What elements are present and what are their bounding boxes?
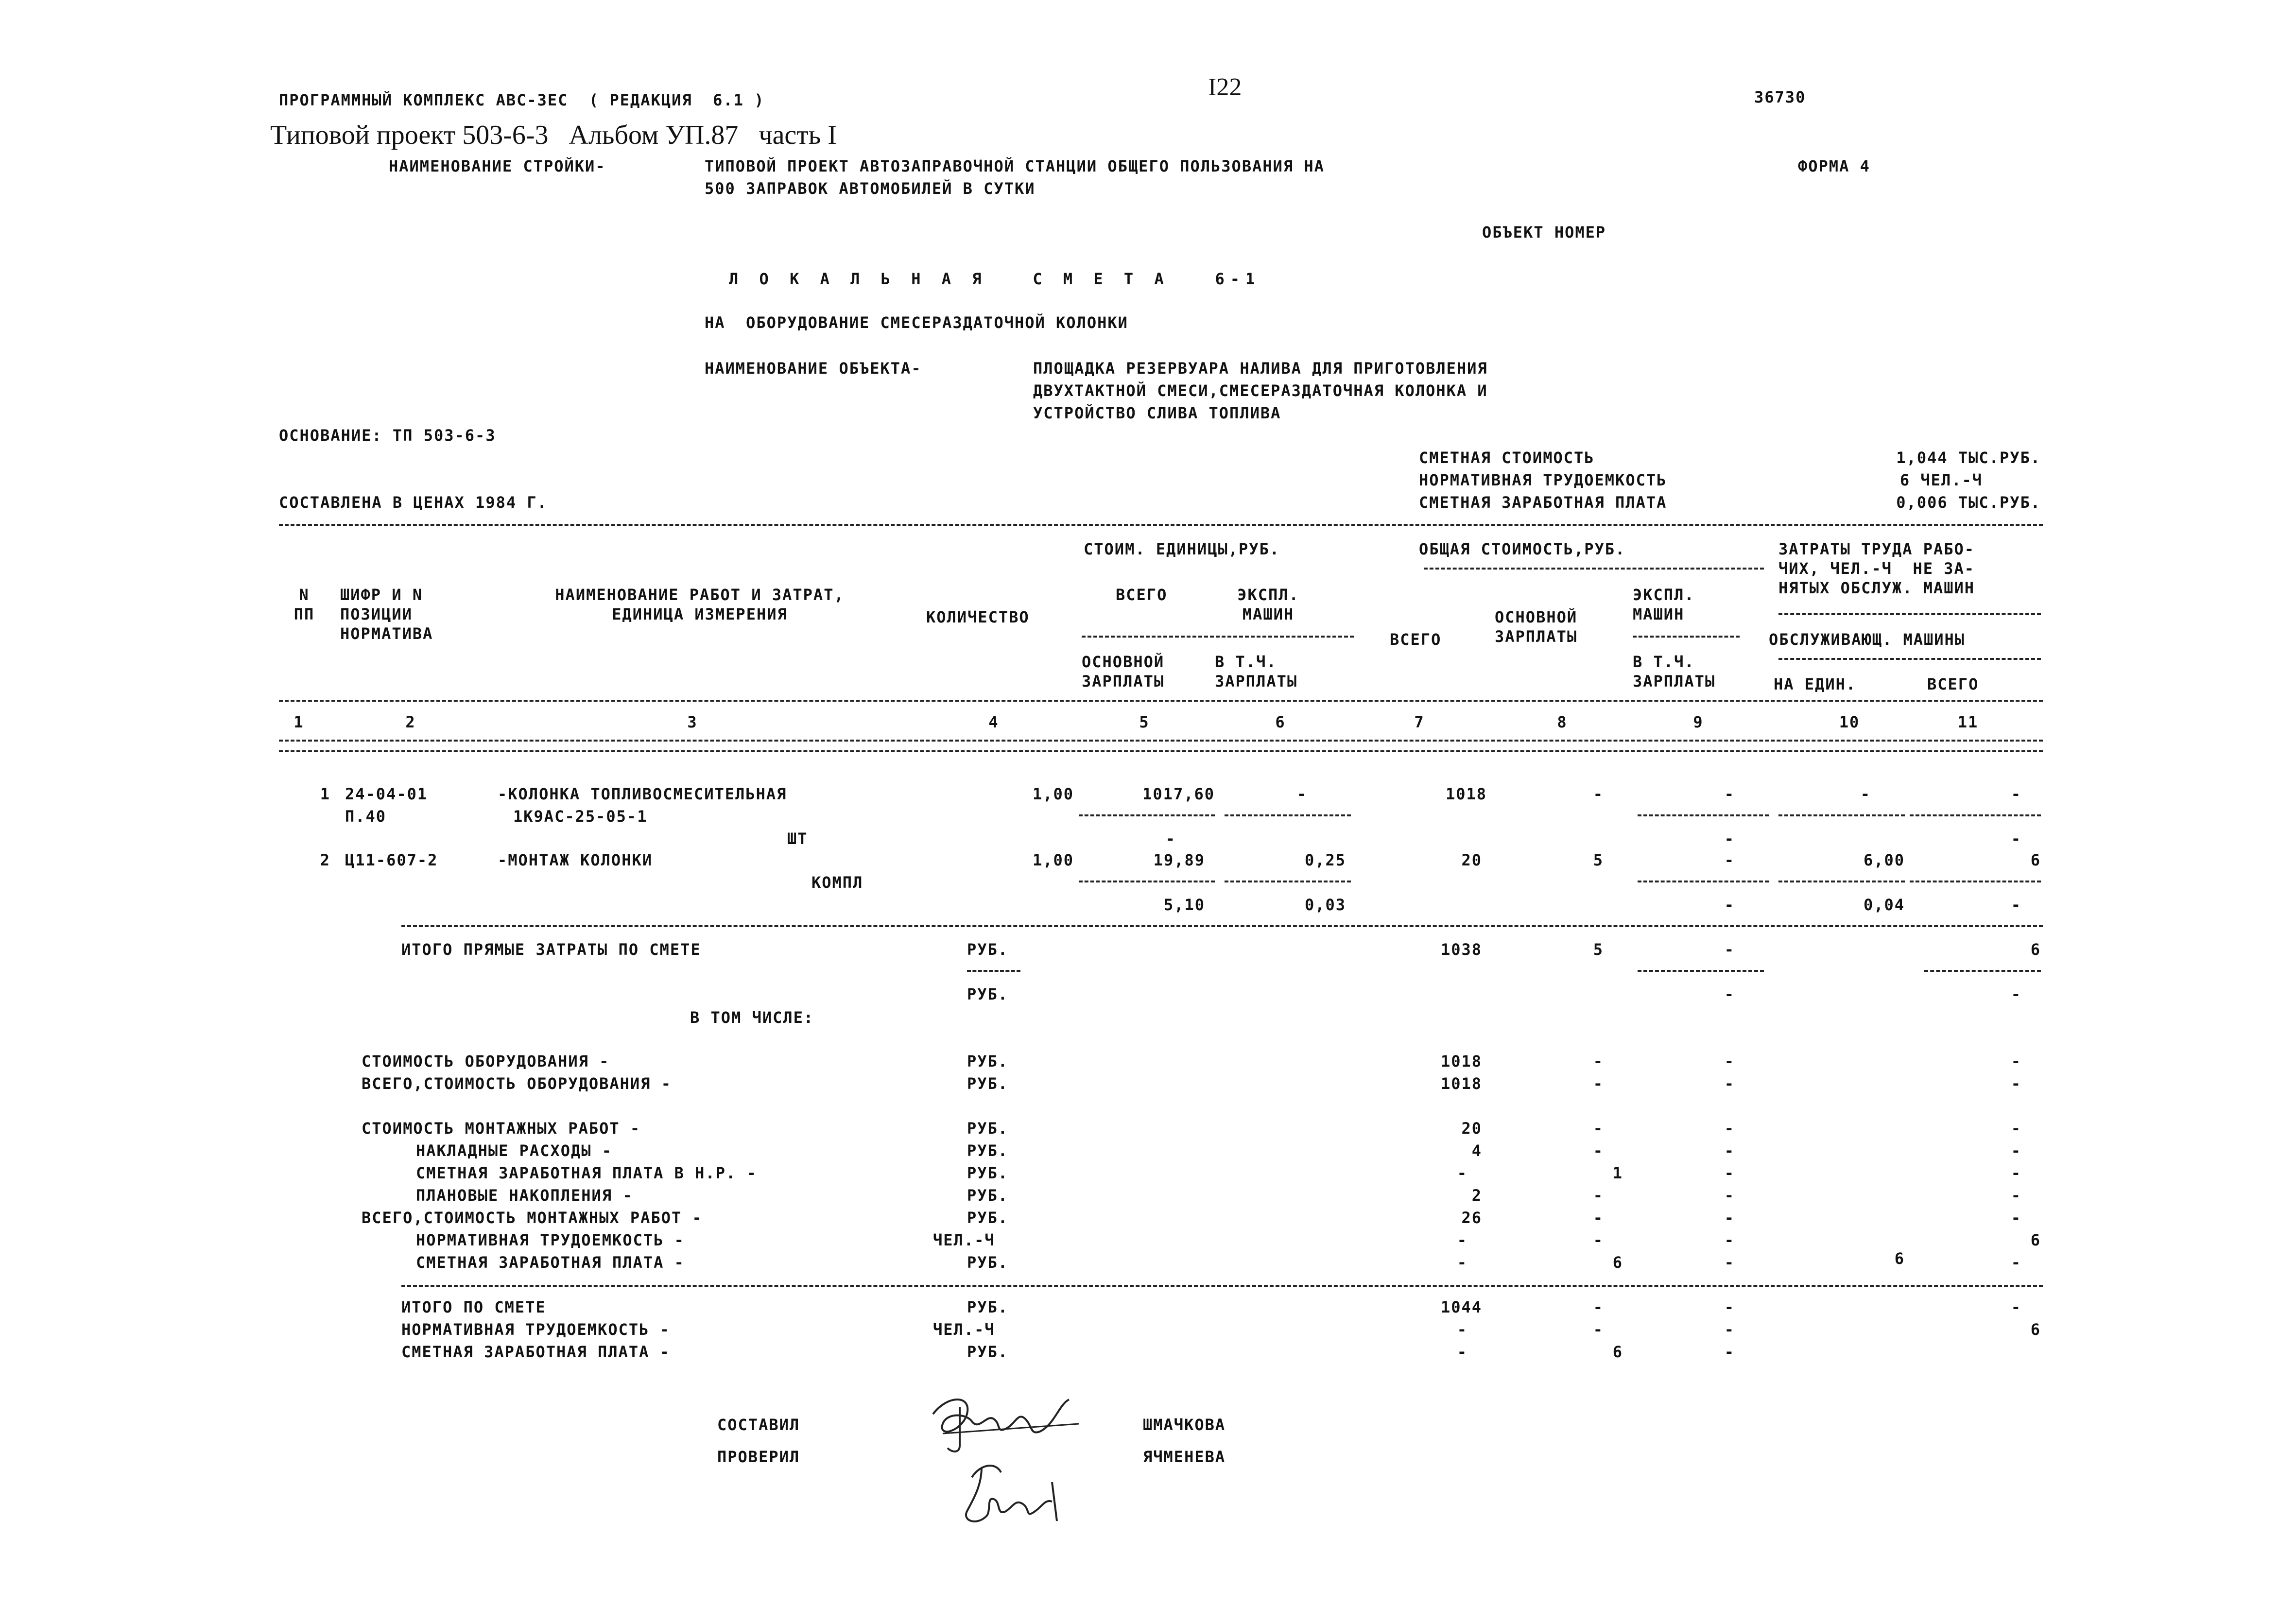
direct-costs-base-wage: 5 xyxy=(1593,940,1604,959)
breakdown-unit: РУБ. xyxy=(967,1052,1009,1071)
breakdown-labor: - xyxy=(2011,1141,2021,1160)
row-labor-unit: - xyxy=(1860,785,1871,803)
row-labor-total-secondary: - xyxy=(2011,829,2021,848)
breakdown-bottom-rule xyxy=(401,1285,2043,1287)
row-quantity: 1,00 xyxy=(1032,851,1074,869)
breakdown-base-wage: - xyxy=(1593,1141,1604,1160)
breakdown-label: СМЕТНАЯ ЗАРАБОТНАЯ ПЛАТА - xyxy=(416,1253,685,1272)
cell-rule xyxy=(1079,814,1215,816)
header-unit-cost: СТОИМ. ЕДИНИЦЫ,РУБ. xyxy=(1084,540,1280,558)
totals-machines: - xyxy=(1724,1298,1735,1316)
column-number: 4 xyxy=(988,713,999,731)
breakdown-total: 1018 xyxy=(1440,1052,1482,1071)
column-number: 2 xyxy=(405,713,416,731)
direct-costs-machines-wage: - xyxy=(1724,985,1735,1003)
breakdown-machines: - xyxy=(1724,1052,1735,1071)
breakdown-total: 4 xyxy=(1471,1141,1482,1160)
row-name: -КОЛОНКА ТОПЛИВОСМЕСИТЕЛЬНАЯ xyxy=(498,785,787,803)
column-numbers-rule xyxy=(279,740,2043,742)
totals-labor: 6 xyxy=(2030,1320,2041,1339)
breakdown-base-wage: 6 xyxy=(1612,1253,1623,1272)
summary-value-labor: 6 ЧЕЛ.-Ч xyxy=(1899,471,1983,489)
row-unit-total: 19,89 xyxy=(1153,851,1205,869)
checked-by-label: ПРОВЕРИЛ xyxy=(717,1448,800,1466)
header-labor-total: ВСЕГО xyxy=(1927,675,1979,693)
cell-rule xyxy=(1910,881,2041,882)
breakdown-labor: - xyxy=(2011,1052,2021,1071)
cell-rule xyxy=(1638,970,1764,972)
row-unit-machines: 0,25 xyxy=(1304,851,1346,869)
header-quantity: КОЛИЧЕСТВО xyxy=(926,608,1030,626)
header-unit-base-wage: ОСНОВНОЙ ЗАРПЛАТЫ xyxy=(1082,653,1165,691)
composed-by-label: СОСТАВИЛ xyxy=(717,1416,800,1434)
breakdown-machines: - xyxy=(1724,1119,1735,1138)
direct-costs-total: 1038 xyxy=(1440,940,1482,959)
breakdown-label: СТОИМОСТЬ МОНТАЖНЫХ РАБОТ - xyxy=(362,1119,641,1138)
rows-bottom-rule xyxy=(401,925,2043,927)
row-unit-base-wage: 5,10 xyxy=(1163,896,1205,914)
breakdown-unit: РУБ. xyxy=(967,1186,1009,1205)
object-number: ОБЪЕКТ НОМЕР xyxy=(1482,223,1606,242)
object-label: НАИМЕНОВАНИЕ ОБЪЕКТА- xyxy=(705,359,922,378)
row-machines: - xyxy=(1724,851,1735,869)
breakdown-machines: - xyxy=(1724,1074,1735,1093)
document-subtitle: НА ОБОРУДОВАНИЕ СМЕСЕРАЗДАТОЧНОЙ КОЛОНКИ xyxy=(705,313,1128,332)
totals-label: СМЕТНАЯ ЗАРАБОТНАЯ ПЛАТА - xyxy=(401,1343,670,1361)
direct-costs-machines: - xyxy=(1724,940,1735,959)
breakdown-label: НОРМАТИВНАЯ ТРУДОЕМКОСТЬ - xyxy=(416,1231,685,1249)
cell-rule xyxy=(1924,970,2041,972)
row-name: -МОНТАЖ КОЛОНКИ xyxy=(498,851,653,869)
breakdown-total: 20 xyxy=(1461,1119,1482,1138)
header-inner-rule xyxy=(1424,568,1764,570)
header-inner-rule xyxy=(1633,636,1740,638)
column-numbers-rule xyxy=(279,750,2043,752)
breakdown-total: 2 xyxy=(1471,1186,1482,1205)
row-unit-machines: - xyxy=(1296,785,1307,803)
header-unit-total: ВСЕГО xyxy=(1116,586,1168,604)
table-top-rule xyxy=(279,524,2043,526)
column-number: 9 xyxy=(1693,713,1704,731)
column-number: 3 xyxy=(687,713,698,731)
breakdown-base-wage: - xyxy=(1593,1209,1604,1227)
breakdown-base-wage: - xyxy=(1593,1186,1604,1205)
page-number: I22 xyxy=(1208,73,1242,101)
breakdown-unit: РУБ. xyxy=(967,1253,1009,1272)
column-number: 11 xyxy=(1957,713,1979,731)
breakdown-machines: - xyxy=(1724,1231,1735,1249)
header-total-incl-wage: В Т.Ч. ЗАРПЛАТЫ xyxy=(1633,653,1716,691)
header-labor-unit: НА ЕДИН. xyxy=(1774,675,1857,693)
row-labor-total: 6 xyxy=(2030,851,2041,869)
row-labor-unit-secondary: 0,04 xyxy=(1863,896,1905,914)
totals-unit: РУБ. xyxy=(967,1343,1009,1361)
breakdown-total: 26 xyxy=(1461,1209,1482,1227)
totals-labor: - xyxy=(2011,1298,2021,1316)
breakdown-base-wage: 1 xyxy=(1612,1164,1623,1182)
breakdown-unit: РУБ. xyxy=(967,1074,1009,1093)
totals-total: 1044 xyxy=(1440,1298,1482,1316)
signature-checker-image xyxy=(952,1458,1074,1531)
totals-machines: - xyxy=(1724,1320,1735,1339)
row-base-wage: - xyxy=(1593,785,1604,803)
breakdown-label: СТОИМОСТЬ ОБОРУДОВАНИЯ - xyxy=(362,1052,610,1071)
header-total-cost: ОБЩАЯ СТОИМОСТЬ,РУБ. xyxy=(1419,540,1626,558)
summary-label-wage: СМЕТНАЯ ЗАРАБОТНАЯ ПЛАТА xyxy=(1419,493,1667,512)
header-inner-rule xyxy=(1082,636,1354,638)
breakdown-total: - xyxy=(1457,1253,1467,1272)
header-unit-machines: ЭКСПЛ. МАШИН xyxy=(1237,586,1299,623)
row-code: Ц11-607-2 xyxy=(345,851,438,869)
column-number: 8 xyxy=(1557,713,1568,731)
breakdown-unit: РУБ. xyxy=(967,1119,1009,1138)
row-code: 24-04-01 xyxy=(345,785,428,803)
project-stamp: Типовой проект 503-6-3 Альбом УП.87 часть I xyxy=(270,120,837,150)
breakdown-machines: - xyxy=(1724,1253,1735,1272)
totals-base-wage: - xyxy=(1593,1320,1604,1339)
header-inner-rule xyxy=(1778,658,2041,660)
row-unit: ШТ xyxy=(787,829,808,848)
row-code-secondary: П.40 xyxy=(345,807,387,826)
cell-rule xyxy=(1079,881,1215,882)
cell-rule xyxy=(1225,814,1351,816)
direct-costs-unit: РУБ. xyxy=(967,940,1009,959)
header-labor-service: ОБСЛУЖИВАЮЩ. МАШИНЫ xyxy=(1769,630,1966,649)
row-unit-total: 1017,60 xyxy=(1142,785,1215,803)
column-number: 1 xyxy=(293,713,304,731)
summary-label-cost: СМЕТНАЯ СТОИМОСТЬ xyxy=(1419,449,1595,467)
totals-base-wage: - xyxy=(1593,1298,1604,1316)
cell-rule xyxy=(1778,881,1905,882)
header-bottom-rule xyxy=(279,700,2043,702)
breakdown-labor: - xyxy=(2011,1209,2021,1227)
document-code: 36730 xyxy=(1754,88,1806,106)
breakdown-unit: РУБ. xyxy=(967,1141,1009,1160)
row-machines-wage: - xyxy=(1724,829,1735,848)
breakdown-labor: - xyxy=(2011,1253,2021,1272)
row-machines: - xyxy=(1724,785,1735,803)
cell-rule xyxy=(1225,881,1351,882)
row-labor-unit: 6,00 xyxy=(1863,851,1905,869)
breakdown-base-wage: - xyxy=(1593,1119,1604,1138)
row-unit: КОМПЛ xyxy=(811,873,863,892)
row-base-wage: 5 xyxy=(1593,851,1604,869)
summary-label-labor: НОРМАТИВНАЯ ТРУДОЕМКОСТЬ xyxy=(1419,471,1667,489)
row-number: 1 xyxy=(320,785,330,803)
program-name: ПРОГРАММНЫЙ КОМПЛЕКС АВС-ЗЕС ( РЕДАКЦИЯ 6.1 ) xyxy=(279,91,765,109)
row-number: 2 xyxy=(320,851,330,869)
cell-rule xyxy=(1638,881,1769,882)
header-labor: ЗАТРАТЫ ТРУДА РАБО- ЧИХ, ЧЕЛ.-Ч НЕ ЗА- НЯТЫХ ОБСЛУЖ. МАШИН xyxy=(1778,540,1975,597)
row-machines-wage: - xyxy=(1724,896,1735,914)
totals-total: - xyxy=(1457,1343,1467,1361)
header-name: НАИМЕНОВАНИЕ РАБОТ И ЗАТРАТ, ЕДИНИЦА ИЗМЕРЕНИЯ xyxy=(555,586,845,623)
column-number: 10 xyxy=(1839,713,1860,731)
totals-base-wage: 6 xyxy=(1612,1343,1623,1361)
document-title: Л О К А Л Ь Н А Я С М Е Т А 6-1 xyxy=(729,270,1261,288)
breakdown-machines: - xyxy=(1724,1209,1735,1227)
construction-name-line2: 500 ЗАПРАВОК АВТОМОБИЛЕЙ В СУТКИ xyxy=(705,179,1036,198)
breakdown-unit: РУБ. xyxy=(967,1209,1009,1227)
column-number: 7 xyxy=(1414,713,1425,731)
direct-costs-labor: 6 xyxy=(2030,940,2041,959)
breakdown-machines: - xyxy=(1724,1186,1735,1205)
object-name-line3: УСТРОЙСТВО СЛИВА ТОПЛИВА xyxy=(1033,404,1281,422)
header-total-all: ВСЕГО xyxy=(1390,630,1442,649)
breakdown-labor: - xyxy=(2011,1119,2021,1138)
row-quantity: 1,00 xyxy=(1032,785,1074,803)
breakdown-total: - xyxy=(1457,1231,1467,1249)
breakdown-labor-unit: 6 xyxy=(1894,1249,1905,1268)
cell-rule xyxy=(1778,814,1905,816)
summary-value-cost: 1,044 ТЫС.РУБ. xyxy=(1896,449,2041,467)
direct-costs-labor-secondary: - xyxy=(2011,985,2021,1003)
column-number: 5 xyxy=(1139,713,1150,731)
column-number: 6 xyxy=(1275,713,1286,731)
header-total-machines: ЭКСПЛ. МАШИН xyxy=(1633,586,1695,623)
row-unit-incl-wage: 0,03 xyxy=(1304,896,1346,914)
row-total: 1018 xyxy=(1445,785,1487,803)
signature-composer-image xyxy=(914,1385,1088,1458)
construction-name-line1: ТИПОВОЙ ПРОЕКТ АВТОЗАПРАВОЧНОЙ СТАНЦИИ ОБЩЕГО ПОЛЬЗОВАНИЯ НА xyxy=(705,157,1325,175)
totals-machines: - xyxy=(1724,1343,1735,1361)
breakdown-label: ПЛАНОВЫЕ НАКОПЛЕНИЯ - xyxy=(416,1186,633,1205)
totals-unit: РУБ. xyxy=(967,1298,1009,1316)
breakdown-labor: - xyxy=(2011,1164,2021,1182)
including-label: В ТОМ ЧИСЛЕ: xyxy=(690,1008,814,1027)
header-inner-rule xyxy=(1778,613,2041,615)
breakdown-base-wage: - xyxy=(1593,1231,1604,1249)
breakdown-unit: РУБ. xyxy=(967,1164,1009,1182)
cell-rule xyxy=(967,970,1020,972)
direct-costs-label: ИТОГО ПРЯМЫЕ ЗАТРАТЫ ПО СМЕТЕ xyxy=(401,940,701,959)
breakdown-unit: ЧЕЛ.-Ч xyxy=(933,1231,995,1249)
composed-by-name: ШМАЧКОВА xyxy=(1143,1416,1226,1434)
row-unit-base-wage: - xyxy=(1165,829,1176,848)
breakdown-total: - xyxy=(1457,1164,1467,1182)
object-name-line1: ПЛОЩАДКА РЕЗЕРВУАРА НАЛИВА ДЛЯ ПРИГОТОВЛЕНИЯ xyxy=(1033,359,1488,378)
basis: ОСНОВАНИЕ: ТП 503-6-3 xyxy=(279,426,496,445)
breakdown-machines: - xyxy=(1724,1141,1735,1160)
totals-label: НОРМАТИВНАЯ ТРУДОЕМКОСТЬ - xyxy=(401,1320,670,1339)
totals-unit: ЧЕЛ.-Ч xyxy=(933,1320,995,1339)
breakdown-label: ВСЕГО,СТОИМОСТЬ ОБОРУДОВАНИЯ - xyxy=(362,1074,672,1093)
row-labor-total: - xyxy=(2011,785,2021,803)
breakdown-labor: - xyxy=(2011,1074,2021,1093)
form-label: ФОРМА 4 xyxy=(1798,157,1870,175)
header-code: ШИФР И N ПОЗИЦИИ НОРМАТИВА xyxy=(340,586,433,643)
row-total: 20 xyxy=(1461,851,1482,869)
breakdown-base-wage: - xyxy=(1593,1074,1604,1093)
breakdown-total: 1018 xyxy=(1440,1074,1482,1093)
breakdown-machines: - xyxy=(1724,1164,1735,1182)
cell-rule xyxy=(1910,814,2041,816)
breakdown-labor: - xyxy=(2011,1186,2021,1205)
construction-label: НАИМЕНОВАНИЕ СТРОЙКИ- xyxy=(389,157,606,175)
cell-rule xyxy=(1638,814,1769,816)
prices-basis: СОСТАВЛЕНА В ЦЕНАХ 1984 Г. xyxy=(279,493,548,512)
totals-total: - xyxy=(1457,1320,1467,1339)
breakdown-label: НАКЛАДНЫЕ РАСХОДЫ - xyxy=(416,1141,613,1160)
checked-by-name: ЯЧМЕНЕВА xyxy=(1143,1448,1226,1466)
direct-costs-unit-secondary: РУБ. xyxy=(967,985,1009,1003)
header-total-base-wage: ОСНОВНОЙ ЗАРПЛАТЫ xyxy=(1495,608,1578,646)
breakdown-labor: 6 xyxy=(2030,1231,2041,1249)
header-n: N ПП xyxy=(293,586,315,623)
breakdown-label: ВСЕГО,СТОИМОСТЬ МОНТАЖНЫХ РАБОТ - xyxy=(362,1209,703,1227)
totals-label: ИТОГО ПО СМЕТЕ xyxy=(401,1298,546,1316)
row-name-secondary: 1К9АС-25-05-1 xyxy=(513,807,648,826)
breakdown-base-wage: - xyxy=(1593,1052,1604,1071)
summary-value-wage: 0,006 ТЫС.РУБ. xyxy=(1896,493,2041,512)
breakdown-label: СМЕТНАЯ ЗАРАБОТНАЯ ПЛАТА В Н.Р. - xyxy=(416,1164,757,1182)
object-name-line2: ДВУХТАКТНОЙ СМЕСИ,СМЕСЕРАЗДАТОЧНАЯ КОЛОНКА И xyxy=(1033,381,1488,400)
header-unit-incl-wage: В Т.Ч. ЗАРПЛАТЫ xyxy=(1215,653,1298,691)
row-labor-total-secondary: - xyxy=(2011,896,2021,914)
